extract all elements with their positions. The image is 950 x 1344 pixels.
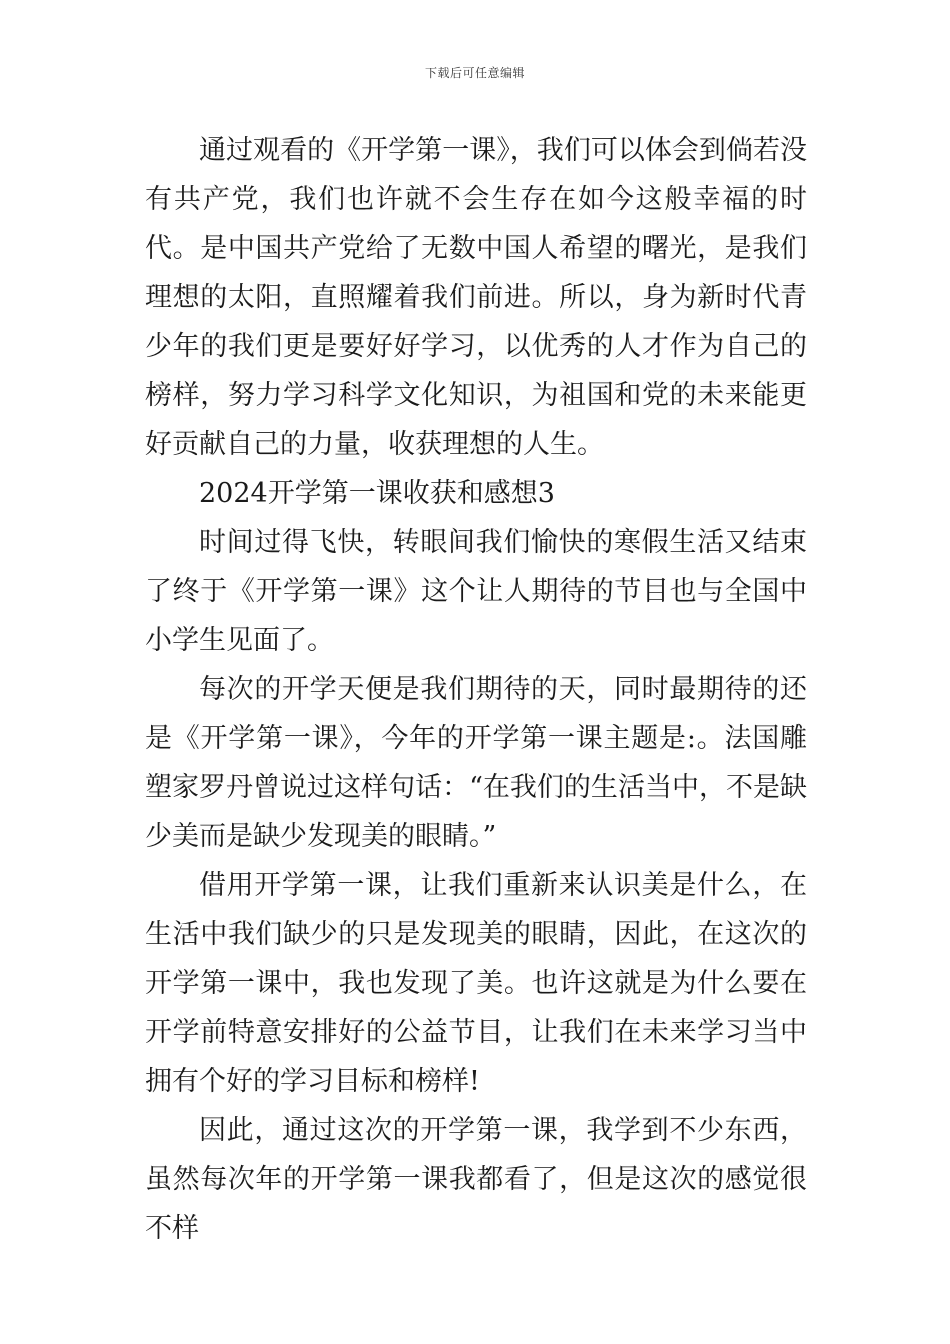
paragraph-2: 时间过得飞快，转眼间我们愉快的寒假生活又结束了终于《开学第一课》这个让人期待的节目也与全国中小学生见面了。 — [145, 527, 807, 656]
paragraph-1: 通过观看的《开学第一课》，我们可以体会到倘若没有共产党，我们也许就不会生存在如今这般幸福的时代。是中国共产党给了无数中国人希望的曙光，是我们理想的太阳，直照耀着我们前进。所以，身为新时代青少年的我们更是要好好学习，以优秀的人才作为自己的榜样，努力学习科学文化知识，为祖国和党的未来能更好贡献自己的力量，收获理想的人生。 — [145, 135, 807, 460]
paragraph-5: 因此，通过这次的开学第一课，我学到不少东西，虽然每次年的开学第一课我都看了，但是这次的感觉很不样 — [145, 1115, 807, 1244]
page-header-note: 下载后可任意编辑 — [424, 66, 525, 80]
section-heading: 2024开学第一课收获和感想3 — [199, 478, 555, 509]
paragraph-4: 借用开学第一课，让我们重新来认识美是什么，在生活中我们缺少的只是发现美的眼睛，因此，在这次的开学第一课中，我也发现了美。也许这就是为什么要在开学前特意安排好的公益节目，让我们在未来学习当中拥有个好的学习目标和榜样! — [145, 870, 807, 1097]
document-body — [145, 126, 807, 1253]
paragraph-3: 每次的开学天便是我们期待的天，同时最期待的还是《开学第一课》，今年的开学第一课主题是:。法国雕塑家罗丹曾说过这样句话：“在我们的生活当中，不是缺少美而是缺少发现美的眼睛。” — [145, 674, 807, 852]
